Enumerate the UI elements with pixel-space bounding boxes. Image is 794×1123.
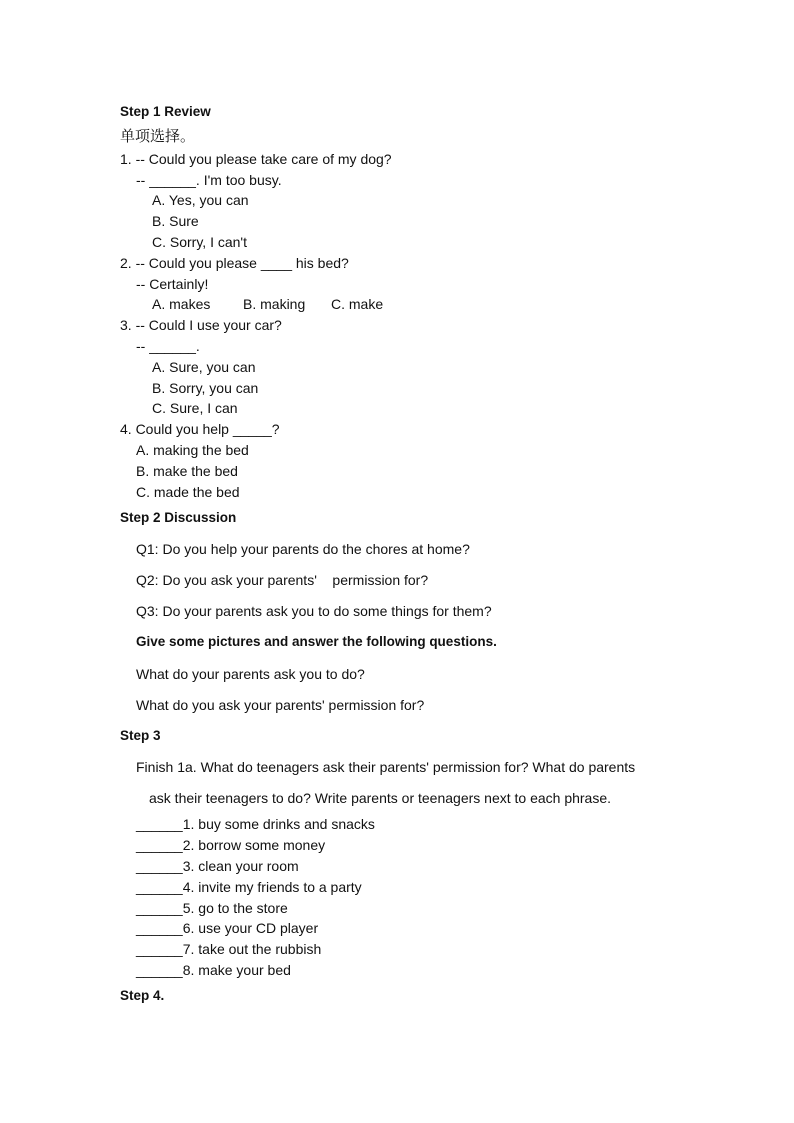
q2-question: 2. -- Could you please ____ his bed?	[120, 255, 349, 271]
step3-item-3: ______3. clean your room	[136, 858, 299, 874]
q3-question: 3. -- Could I use your car?	[120, 317, 282, 333]
q4-option-a: A. making the bed	[136, 442, 249, 458]
step3-item-2: ______2. borrow some money	[136, 837, 326, 853]
step2-follow-up-1: What do your parents ask you to do?	[136, 666, 365, 682]
step3-item-8: ______8. make your bed	[136, 962, 291, 978]
step3-item-6: ______6. use your CD player	[136, 920, 319, 936]
step3-heading: Step 3	[120, 728, 161, 743]
q1-option-c: C. Sorry, I can't	[152, 234, 247, 250]
q1-option-a: A. Yes, you can	[152, 192, 249, 208]
q1-option-b: B. Sure	[152, 213, 199, 229]
q2-option-c: C. make	[331, 296, 384, 312]
q1-response: -- ______. I'm too busy.	[136, 172, 282, 188]
step2-question-3: Q3: Do your parents ask you to do some things for them?	[136, 603, 492, 619]
step2-heading: Step 2 Discussion	[120, 510, 237, 525]
q1-question: 1. -- Could you please take care of my dog?	[120, 151, 392, 167]
step1-subheading: 单项选择。	[120, 127, 196, 145]
step3-item-4: ______4. invite my friends to a party	[136, 879, 362, 895]
step2-instruction: Give some pictures and answer the following questions.	[136, 634, 497, 649]
q4-question: 4. Could you help _____?	[120, 421, 280, 437]
q4-option-c: C. made the bed	[136, 484, 240, 500]
q3-option-c: C. Sure, I can	[152, 400, 238, 416]
q2-response: -- Certainly!	[136, 276, 209, 292]
step2-question-2: Q2: Do you ask your parents' permission for?	[136, 572, 429, 588]
step3-instruction-line1: Finish 1a. What do teenagers ask their parents' permission for? What do parents	[136, 759, 636, 775]
q2-option-b: B. making	[243, 296, 306, 312]
step2-follow-up-2: What do you ask your parents' permission for?	[136, 697, 425, 713]
step3-item-1: ______1. buy some drinks and snacks	[136, 816, 375, 832]
step3-instruction-line2: ask their teenagers to do? Write parents or teenagers next to each phrase.	[149, 790, 612, 806]
step4-heading: Step 4.	[120, 988, 165, 1003]
q3-response: -- ______.	[136, 338, 200, 354]
step2-question-1: Q1: Do you help your parents do the chores at home?	[136, 541, 470, 557]
q3-option-a: A. Sure, you can	[152, 359, 256, 375]
q2-option-a: A. makes	[152, 296, 211, 312]
step3-item-5: ______5. go to the store	[136, 900, 288, 916]
step1-heading: Step 1 Review	[120, 104, 211, 119]
q3-option-b: B. Sorry, you can	[152, 380, 259, 396]
q4-option-b: B. make the bed	[136, 463, 238, 479]
step3-item-7: ______7. take out the rubbish	[136, 941, 322, 957]
